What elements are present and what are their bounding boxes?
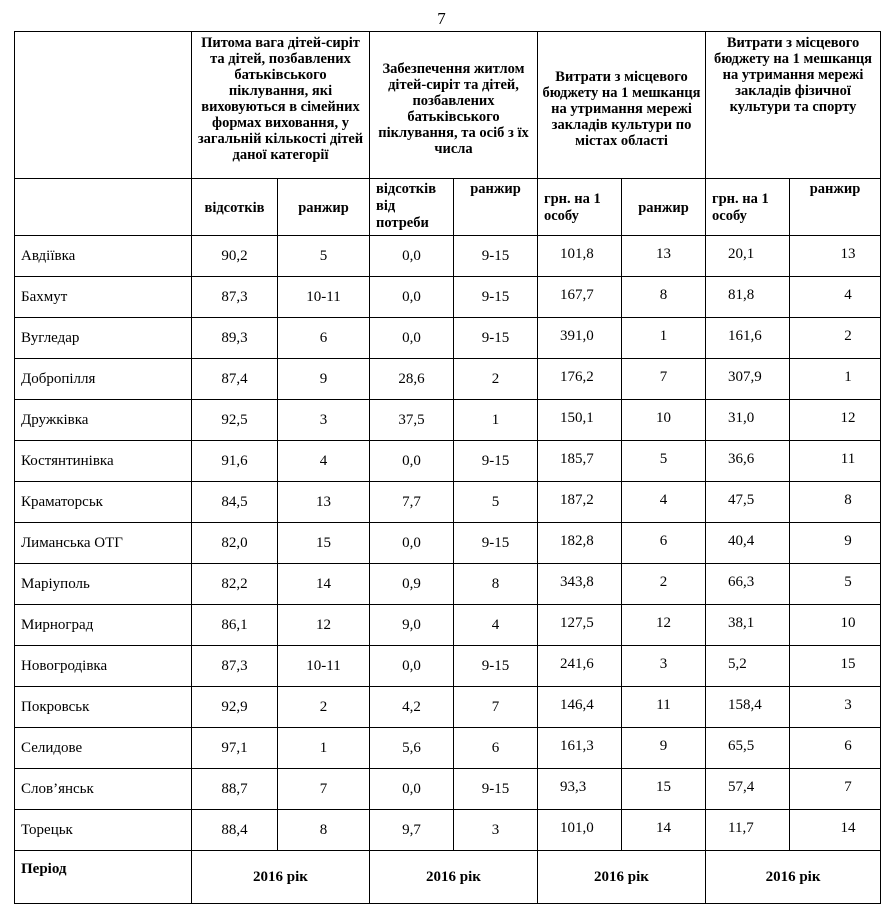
value-cell: 82,0	[192, 523, 278, 564]
value-cell: 3	[278, 400, 370, 441]
table-row	[15, 728, 881, 769]
value-cell: 7	[790, 769, 881, 810]
value-cell: 90,2	[192, 236, 278, 277]
value-cell: 0,0	[370, 277, 454, 318]
value-cell: 15	[278, 523, 370, 564]
value-cell: 8	[278, 810, 370, 851]
value-cell: 4	[454, 605, 538, 646]
value-cell: 161,3	[538, 728, 622, 769]
table-body	[15, 236, 881, 851]
value-cell: 81,8	[706, 277, 790, 318]
value-cell: 11	[622, 687, 706, 728]
value-cell: 6	[454, 728, 538, 769]
value-cell: 187,2	[538, 482, 622, 523]
value-cell: 4	[790, 277, 881, 318]
value-cell: 3	[790, 687, 881, 728]
value-cell: 87,3	[192, 646, 278, 687]
table-row	[15, 523, 881, 564]
value-cell: 307,9	[706, 359, 790, 400]
city-name-cell: Мирноград	[15, 605, 192, 646]
value-cell: 5	[278, 236, 370, 277]
value-cell: 6	[622, 523, 706, 564]
value-cell: 91,6	[192, 441, 278, 482]
value-cell: 343,8	[538, 564, 622, 605]
value-cell: 391,0	[538, 318, 622, 359]
value-cell: 8	[622, 277, 706, 318]
value-cell: 2	[454, 359, 538, 400]
header-housing: Забезпечення житлом дітей-сиріт та дітей, позбавлених батьківського піклування, та осіб з їх числа	[370, 32, 538, 179]
period-value: 2016 рік	[538, 851, 706, 904]
table-row	[15, 564, 881, 605]
value-cell: 182,8	[538, 523, 622, 564]
subheader-percent: відсотків	[192, 179, 278, 236]
value-cell: 13	[790, 236, 881, 277]
value-cell: 40,4	[706, 523, 790, 564]
value-cell: 9-15	[454, 523, 538, 564]
table-row	[15, 687, 881, 728]
value-cell: 7	[622, 359, 706, 400]
value-cell: 9-15	[454, 441, 538, 482]
value-cell: 158,4	[706, 687, 790, 728]
value-cell: 86,1	[192, 605, 278, 646]
table-row	[15, 810, 881, 851]
subheader-row	[15, 179, 881, 236]
table-row	[15, 482, 881, 523]
city-name-cell: Вугледар	[15, 318, 192, 359]
period-value: 2016 рік	[706, 851, 881, 904]
value-cell: 185,7	[538, 441, 622, 482]
value-cell: 88,4	[192, 810, 278, 851]
table-row	[15, 769, 881, 810]
city-name-cell: Краматорськ	[15, 482, 192, 523]
value-cell: 11	[790, 441, 881, 482]
city-name-cell: Покровськ	[15, 687, 192, 728]
city-name-cell: Торецьк	[15, 810, 192, 851]
city-name-cell: Маріуполь	[15, 564, 192, 605]
value-cell: 28,6	[370, 359, 454, 400]
value-cell: 15	[622, 769, 706, 810]
value-cell: 47,5	[706, 482, 790, 523]
value-cell: 12	[622, 605, 706, 646]
value-cell: 92,5	[192, 400, 278, 441]
value-cell: 36,6	[706, 441, 790, 482]
table-row	[15, 318, 881, 359]
table-row	[15, 400, 881, 441]
period-value: 2016 рік	[192, 851, 370, 904]
value-cell: 4	[622, 482, 706, 523]
value-cell: 3	[454, 810, 538, 851]
value-cell: 150,1	[538, 400, 622, 441]
table-row	[15, 605, 881, 646]
value-cell: 14	[622, 810, 706, 851]
value-cell: 161,6	[706, 318, 790, 359]
value-cell: 4,2	[370, 687, 454, 728]
footer-row	[15, 851, 881, 904]
value-cell: 92,9	[192, 687, 278, 728]
value-cell: 8	[790, 482, 881, 523]
value-cell: 14	[790, 810, 881, 851]
city-name-cell: Лиманська ОТГ	[15, 523, 192, 564]
value-cell: 5,2	[706, 646, 790, 687]
value-cell: 0,0	[370, 646, 454, 687]
value-cell: 8	[454, 564, 538, 605]
value-cell: 31,0	[706, 400, 790, 441]
value-cell: 4	[278, 441, 370, 482]
value-cell: 9,7	[370, 810, 454, 851]
value-cell: 12	[790, 400, 881, 441]
value-cell: 2	[622, 564, 706, 605]
value-cell: 0,0	[370, 441, 454, 482]
value-cell: 0,0	[370, 318, 454, 359]
value-cell: 7	[278, 769, 370, 810]
value-cell: 14	[278, 564, 370, 605]
value-cell: 6	[278, 318, 370, 359]
subheader-rank: ранжир	[278, 179, 370, 236]
page-number: 7	[437, 9, 446, 28]
corner-cell	[15, 32, 192, 179]
value-cell: 5,6	[370, 728, 454, 769]
value-cell: 7,7	[370, 482, 454, 523]
value-cell: 241,6	[538, 646, 622, 687]
city-name-cell: Селидове	[15, 728, 192, 769]
value-cell: 10-11	[278, 646, 370, 687]
value-cell: 82,2	[192, 564, 278, 605]
value-cell: 87,4	[192, 359, 278, 400]
value-cell: 0,9	[370, 564, 454, 605]
city-name-cell: Бахмут	[15, 277, 192, 318]
value-cell: 12	[278, 605, 370, 646]
subheader-uah-per-person: грн. на 1 особу	[706, 179, 790, 236]
period-label: Період	[15, 851, 192, 904]
value-cell: 2	[790, 318, 881, 359]
value-cell: 10	[790, 605, 881, 646]
subheader-rank: ранжир	[790, 179, 881, 236]
table-row	[15, 441, 881, 482]
value-cell: 1	[622, 318, 706, 359]
value-cell: 1	[790, 359, 881, 400]
value-cell: 13	[278, 482, 370, 523]
subheader-rank: ранжир	[622, 179, 706, 236]
value-cell: 6	[790, 728, 881, 769]
value-cell: 57,4	[706, 769, 790, 810]
table-row	[15, 359, 881, 400]
value-cell: 9	[790, 523, 881, 564]
value-cell: 146,4	[538, 687, 622, 728]
value-cell: 9-15	[454, 318, 538, 359]
header-culture-spending: Витрати з місцевого бюджету на 1 мешканця на утримання мережі закладів культури по містах області	[538, 32, 706, 179]
table-row	[15, 646, 881, 687]
value-cell: 38,1	[706, 605, 790, 646]
value-cell: 2	[278, 687, 370, 728]
value-cell: 93,3	[538, 769, 622, 810]
subheader-percent-of-need: відсотків від потреби	[370, 179, 454, 236]
value-cell: 87,3	[192, 277, 278, 318]
value-cell: 0,0	[370, 769, 454, 810]
value-cell: 10	[622, 400, 706, 441]
header-row	[15, 32, 881, 179]
value-cell: 37,5	[370, 400, 454, 441]
city-name-cell: Добропілля	[15, 359, 192, 400]
value-cell: 9	[278, 359, 370, 400]
value-cell: 9-15	[454, 277, 538, 318]
value-cell: 5	[790, 564, 881, 605]
value-cell: 88,7	[192, 769, 278, 810]
value-cell: 0,0	[370, 236, 454, 277]
city-name-cell: Костянтинівка	[15, 441, 192, 482]
value-cell: 101,8	[538, 236, 622, 277]
value-cell: 9-15	[454, 236, 538, 277]
value-cell: 176,2	[538, 359, 622, 400]
value-cell: 66,3	[706, 564, 790, 605]
value-cell: 5	[454, 482, 538, 523]
subheader-uah-per-person: грн. на 1 особу	[538, 179, 622, 236]
value-cell: 9,0	[370, 605, 454, 646]
value-cell: 13	[622, 236, 706, 277]
city-name-cell: Авдіївка	[15, 236, 192, 277]
value-cell: 97,1	[192, 728, 278, 769]
header-family-upbringing: Питома вага дітей-сиріт та дітей, позбавлених батьківського піклування, які виховуються в сімейних формах виховання, у загальній кількості дітей даної категорії	[192, 32, 370, 179]
value-cell: 9-15	[454, 769, 538, 810]
corner-cell-2	[15, 179, 192, 236]
header-sport-spending: Витрати з місцевого бюджету на 1 мешканця на утримання мережі закладів фізичної культури та спорту	[706, 32, 881, 179]
value-cell: 1	[278, 728, 370, 769]
value-cell: 9	[622, 728, 706, 769]
city-indicators-table	[14, 31, 881, 904]
value-cell: 5	[622, 441, 706, 482]
subheader-rank: ранжир	[454, 179, 538, 236]
value-cell: 10-11	[278, 277, 370, 318]
table-row	[15, 236, 881, 277]
value-cell: 65,5	[706, 728, 790, 769]
value-cell: 11,7	[706, 810, 790, 851]
city-name-cell: Слов’янськ	[15, 769, 192, 810]
value-cell: 20,1	[706, 236, 790, 277]
value-cell: 7	[454, 687, 538, 728]
value-cell: 101,0	[538, 810, 622, 851]
value-cell: 167,7	[538, 277, 622, 318]
period-value: 2016 рік	[370, 851, 538, 904]
table-row	[15, 277, 881, 318]
value-cell: 1	[454, 400, 538, 441]
value-cell: 15	[790, 646, 881, 687]
value-cell: 127,5	[538, 605, 622, 646]
value-cell: 89,3	[192, 318, 278, 359]
value-cell: 84,5	[192, 482, 278, 523]
city-name-cell: Новогродівка	[15, 646, 192, 687]
value-cell: 9-15	[454, 646, 538, 687]
city-name-cell: Дружківка	[15, 400, 192, 441]
value-cell: 0,0	[370, 523, 454, 564]
value-cell: 3	[622, 646, 706, 687]
